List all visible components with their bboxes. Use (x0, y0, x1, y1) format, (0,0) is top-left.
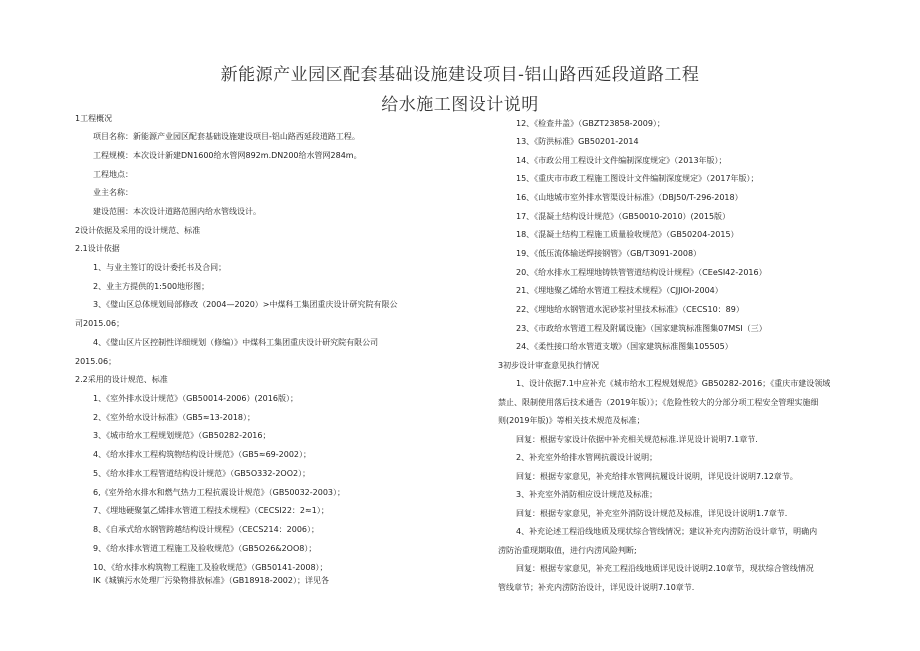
list-item: 17、《混凝土结构设计规范》（GB50010-2010）(2015版） (516, 212, 731, 221)
text-line: 2015.06； (75, 357, 117, 366)
text-line: 管线章节；补充内涝防治设计，详见设计说明7.10章节. (498, 583, 695, 592)
text-line: 项目名称：新能源产业园区配套基础设施建设项目-铝山路西延段道路工程。 (93, 132, 360, 141)
list-item: 4、《给水排水工程构筑物结构设计规范》（GB5≈69-2002）； (93, 450, 311, 459)
list-item: 15、《重庆市市政工程施工图设计文件编制深度规定》（2017年版）； (516, 174, 759, 183)
text-line: 1、设计依据7.1中应补充《城市给水工程规划规范》GB50282-2016；《重庆市建设领域 (516, 379, 831, 388)
reply-line: 回复：根据专家意见，补充室外消防设计规范及标准，详见设计说明1.7章节. (516, 509, 788, 518)
list-item: 8、《自承式给水钢管跨越结构设计规程》（CECS214：2006）； (93, 525, 320, 534)
text-line: 建设范围：本次设计道路范围内给水管线设计。 (93, 207, 261, 216)
reply-line: 回复：根据专家设计依据中补充相关规范标准.详见设计说明7.1章节. (516, 435, 758, 444)
list-item: 23、《市政给水管道工程及附属设施》（国家建筑标准图集07MSI（三） (516, 324, 767, 333)
section-heading: 3初步设计审查意见执行情况 (498, 361, 600, 370)
list-item: 18、《混凝土结构工程施工质量验收规范》（GB50204-2015） (516, 230, 739, 239)
list-item: 3、《璧山区总体规划局部修改（2004—2020）>中煤科工集团重庆设计研究院有限公 (93, 300, 398, 309)
list-item: 10、《给水排水构筑物工程施工及验收规范》（GB50141-2008）； (93, 563, 328, 572)
section-heading: 2.1设计依据 (75, 244, 120, 253)
list-item: 9、《给水排水管道工程施工及验收规范》（GB5O26&2OO8）； (93, 544, 317, 553)
reply-line: 回复：根据专家意见，补充给排水管网抗履设计说明，详见设计说明7.12章节。 (516, 472, 798, 481)
list-item: 13、《防洪标准》GB50201-2014 (516, 137, 639, 146)
text-line: 司2015.06； (75, 319, 125, 328)
list-item: 6,《室外给水排水和燃气热力工程抗震设计规范》（GB50032-2003）； (93, 488, 346, 497)
list-item: 21、《埋地聚乙烯给水管道工程技术规程》（CJJIOI-2004） (516, 286, 723, 295)
text-line: 则(2019年版)》等相关技术规范及标准； (498, 416, 645, 425)
text-line: 工程地点： (93, 170, 133, 179)
list-item: 2、《室外给水设计标准》（GB5≈13-2018）； (93, 413, 255, 422)
text-line: 4、补充论述工程沿线地质及现状综合管线情况；建议补充内涝防治设计章节，明确内 (516, 527, 818, 536)
list-item: 12、《检查井盖》（GBZT23858-2009）； (516, 119, 665, 128)
text-line: 禁止、限制使用落后技术通告（2019年版）》；《危险性较大的分部分项工程安全管理实施细 (498, 398, 819, 407)
list-item: 2、业主方提供的1:500地形图； (93, 282, 210, 291)
list-item: 1、《室外排水设计规范》（GB50014-2006）(2016版）； (93, 394, 298, 403)
text-line: 涝防治重现期取值，进行内涝风险判断; (498, 546, 637, 555)
list-item: 4、《璧山区片区控制性详细规划（修编）》中煤科工集团重庆设计研究院有限公司 (93, 338, 379, 347)
list-item: IK《城镇污水处理厂污染物排放标准》（GB18918-2002）；详见各 (93, 576, 329, 585)
document-subtitle: 给水施工图设计说明 (381, 95, 539, 115)
section-heading: 2.2采用的设计规范、标准 (75, 375, 168, 384)
reply-line: 回复：根据专家意见，补充工程沿线地质详见设计说明2.10章节，现状综合管线情况 (516, 564, 814, 573)
section-heading: 1工程概况 (75, 114, 113, 123)
text-line: 工程规模：本次设计新建DN1600给水管网892m.DN200给水管网284m。 (93, 151, 362, 160)
text-line: 业主名称： (93, 188, 133, 197)
list-item: 24、《柔性接口给水管道支墩》（国家建筑标准图集105505） (516, 342, 733, 351)
section-heading: 2设计依据及采用的设计规范、标准 (75, 226, 201, 235)
list-item: 5、《给水排水工程管道结构设计规范》（GB5O332-2OO2）； (93, 469, 311, 478)
text-line: 3、补充室外消防相应设计规范及标准； (516, 490, 658, 499)
text-line: 2、补充室外给排水管网抗震设计说明； (516, 453, 658, 462)
list-item: 16、《山地城市室外排水管渠设计标准》（DBJ50/T-296-2018） (516, 193, 743, 202)
list-item: 3、《城市给水工程规划规范》（GB50282-2016； (93, 431, 271, 440)
list-item: 7、《埋地硬聚氯乙烯排水管道工程技术规程》（CECSI22：2≈1）； (93, 506, 329, 515)
list-item: 1、与业主签订的设计委托书及合同； (93, 263, 227, 272)
list-item: 22、《埋地给水钢管道水泥砂浆衬里技术标准》（CECS10：89） (516, 305, 744, 314)
list-item: 20、《给水排水工程埋地铸铁管管道结构设计规程》（CEeSI42-2016） (516, 268, 767, 277)
document-title: 新能源产业园区配套基础设施建设项目-铝山路西延段道路工程 (220, 65, 700, 85)
list-item: 14、《市政公用工程设计文件编制深度规定》（2013年版）； (516, 156, 727, 165)
list-item: 19、《低压流体输送焊接钢管》（GB/T3091-2008） (516, 249, 702, 258)
